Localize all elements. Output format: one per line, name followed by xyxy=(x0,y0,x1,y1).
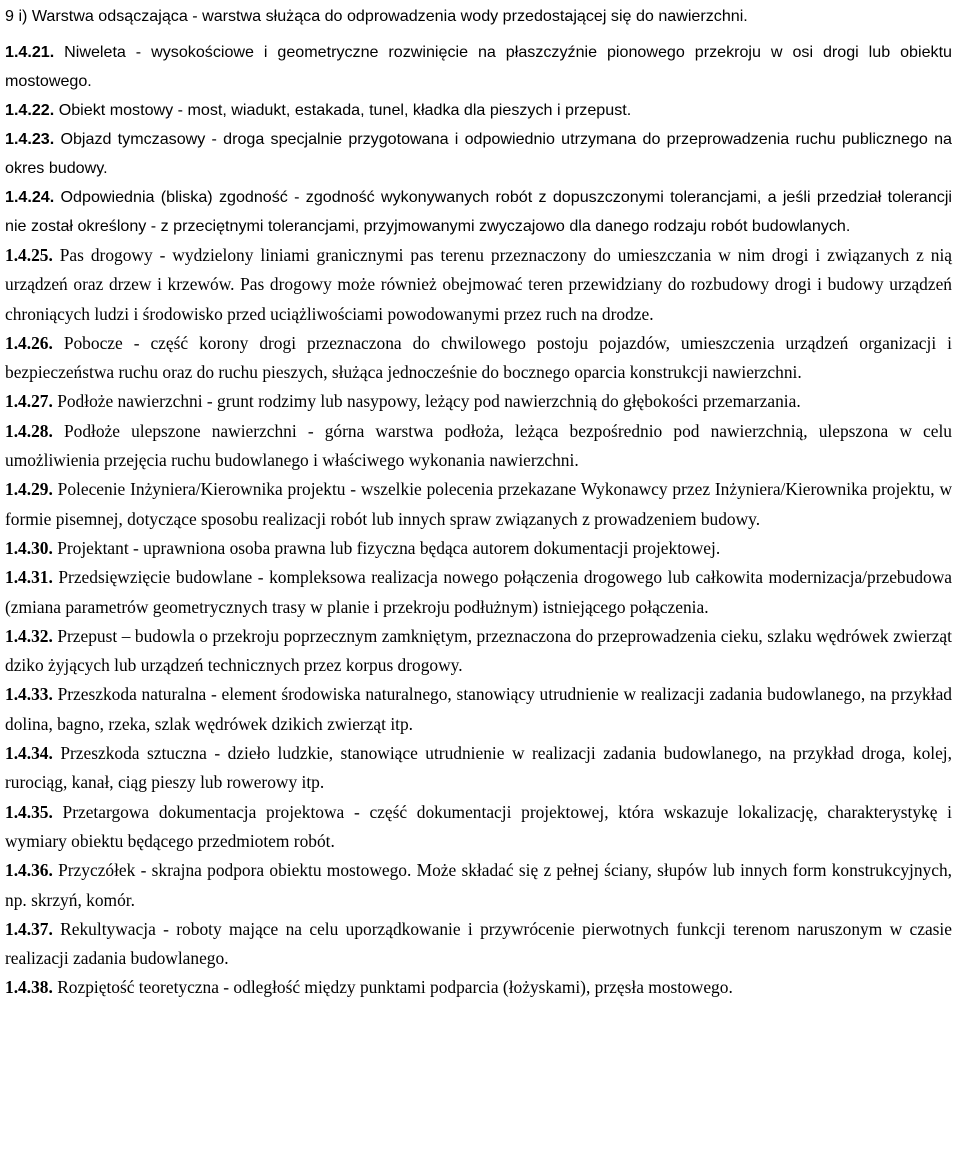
definition-1-4-29 xyxy=(5,475,952,534)
definition-1-4-24 xyxy=(5,183,952,241)
item-number: 1.4.38. xyxy=(5,977,53,998)
item-number: 1.4.22. xyxy=(5,101,55,119)
item-number: 1.4.23. xyxy=(5,130,55,148)
item-text: Objazd tymczasowy - droga specjalnie przygotowana i odpowiednio utrzymana do przeprowadzenia ruchu publicznego na okres budowy. xyxy=(5,130,952,177)
item-text: Przyczółek - skrajna podpora obiektu mostowego. Może składać się z pełnej ściany, słupów lub innych form konstrukcyjnych, np. skrzyń, komór. xyxy=(5,860,952,910)
item-text: Przetargowa dokumentacja projektowa - część dokumentacji projektowej, która wskazuje lokalizację, charakterystykę i wymiary obiektu będącego przedmiotem robót. xyxy=(5,801,952,851)
definition-1-4-38 xyxy=(5,973,952,1002)
item-number: 9 xyxy=(5,7,14,25)
item-number: 1.4.34. xyxy=(5,743,53,764)
item-number: 1.4.31. xyxy=(5,567,53,588)
definition-item-9 xyxy=(5,2,952,31)
item-number: 1.4.33. xyxy=(5,684,53,705)
item-number: 1.4.30. xyxy=(5,537,53,558)
item-text: Podłoże ulepszone nawierzchni - górna warstwa podłoża, leżąca bezpośrednio pod nawierzchnią, ulepszona w celu umożliwienia przejęcia ruchu budowlanego i właściwego wykonania nawierzchni. xyxy=(5,420,952,471)
item-number: 1.4.25. xyxy=(5,245,53,265)
item-number: 1.4.27. xyxy=(5,391,53,412)
item-text: Przepust – budowla o przekroju poprzecznym zamkniętym, przeznaczona do przeprowadzenia cieku, szlaku wędrówek zwierząt dziko żyjących lub urządzeń technicznych przez korpus drogowy. xyxy=(5,625,952,676)
item-number: 1.4.29. xyxy=(5,479,53,500)
definition-1-4-32 xyxy=(5,622,952,681)
item-text: Niweleta - wysokościowe i geometryczne rozwinięcie na płaszczyźnie pionowego przekroju w osi drogi lub obiektu mostowego. xyxy=(5,43,952,90)
item-text: Pas drogowy - wydzielony liniami granicznymi pas terenu przeznaczony do umieszczania w nim drogi i związanych z nią urządzeń oraz drzew i krzewów. Pas drogowy może również obejmować teren przewidziany do rozbudowy drogi i budowy urządzeń chroniących ludzi i środowisko przed uciążliwościami powodowanymi przez ruch na drodze. xyxy=(5,245,952,324)
item-number: 1.4.28. xyxy=(5,420,53,441)
definition-1-4-25 xyxy=(5,241,952,329)
definition-1-4-33 xyxy=(5,680,952,739)
item-text: i) Warstwa odsączająca - warstwa służąca do odprowadzenia wody przedostającej się do nawierzchni. xyxy=(18,7,748,25)
item-text: Przeszkoda naturalna - element środowiska naturalnego, stanowiący utrudnienie w realizacji zadania budowlanego, na przykład dolina, bagno, rzeka, szlak wędrówek dzikich zwierząt itp. xyxy=(5,684,952,734)
definition-1-4-36 xyxy=(5,856,952,915)
definition-1-4-26 xyxy=(5,329,952,388)
item-text: Podłoże nawierzchni - grunt rodzimy lub nasypowy, leżący pod nawierzchnią do głębokości przemarzania. xyxy=(57,391,801,412)
item-text: Pobocze - część korony drogi przeznaczona do chwilowego postoju pojazdów, umieszczenia urządzeń organizacji i bezpieczeństwa ruchu oraz do ruchu pieszych, służąca jednocześnie do bocznego oparcia konstrukcji nawierzchni. xyxy=(5,332,952,383)
definition-1-4-21 xyxy=(5,38,952,96)
item-text: Przeszkoda sztuczna - dzieło ludzkie, stanowiące utrudnienie w realizacji zadania budowlanego, na przykład droga, kolej, rurociąg, kanał, ciąg pieszy lub rowerowy itp. xyxy=(5,743,952,793)
item-text: Projektant - uprawniona osoba prawna lub fizyczna będąca autorem dokumentacji projektowej. xyxy=(57,537,721,558)
item-number: 1.4.35. xyxy=(5,801,53,822)
item-number: 1.4.32. xyxy=(5,625,53,646)
definition-1-4-22 xyxy=(5,96,952,125)
definition-1-4-23 xyxy=(5,125,952,183)
item-number: 1.4.21. xyxy=(5,43,55,61)
definition-1-4-34 xyxy=(5,739,952,798)
item-number: 1.4.36. xyxy=(5,860,53,881)
item-text: Rozpiętość teoretyczna - odległość między punktami podparcia (łożyskami), przęsła mostowego. xyxy=(57,977,733,998)
item-number: 1.4.26. xyxy=(5,332,53,353)
definition-1-4-35 xyxy=(5,798,952,857)
item-number: 1.4.24. xyxy=(5,188,55,206)
definition-1-4-28 xyxy=(5,417,952,476)
item-text: Odpowiednia (bliska) zgodność - zgodność wykonywanych robót z dopuszczonymi tolerancjami, a jeśli przedział tolerancji nie został określony - z przeciętnymi tolerancjami, przyjmowanymi zwyczajowo dla danego rodzaju robót budowlanych. xyxy=(5,188,952,235)
definition-1-4-37 xyxy=(5,915,952,974)
item-number: 1.4.37. xyxy=(5,918,53,939)
item-text: Rekultywacja - roboty mające na celu uporządkowanie i przywrócenie pierwotnych funkcji terenom naruszonym w czasie realizacji zadania budowlanego. xyxy=(5,918,952,969)
item-text: Przedsięwzięcie budowlane - kompleksowa realizacja nowego połączenia drogowego lub całkowita modernizacja/przebudowa (zmiana parametrów geometrycznych trasy w planie i przekroju podłużnym) istniejącego połączenia. xyxy=(5,567,952,617)
item-text: Polecenie Inżyniera/Kierownika projektu - wszelkie polecenia przekazane Wykonawcy przez Inżyniera/Kierownika projektu, w formie pisemnej, dotyczące sposobu realizacji robót lub innych spraw związanych z prowadzeniem budowy. xyxy=(5,479,952,529)
definition-1-4-31 xyxy=(5,563,952,622)
definition-1-4-27 xyxy=(5,387,952,416)
definition-1-4-30 xyxy=(5,534,952,563)
item-text: Obiekt mostowy - most, wiadukt, estakada, tunel, kładka dla pieszych i przepust. xyxy=(58,101,632,119)
